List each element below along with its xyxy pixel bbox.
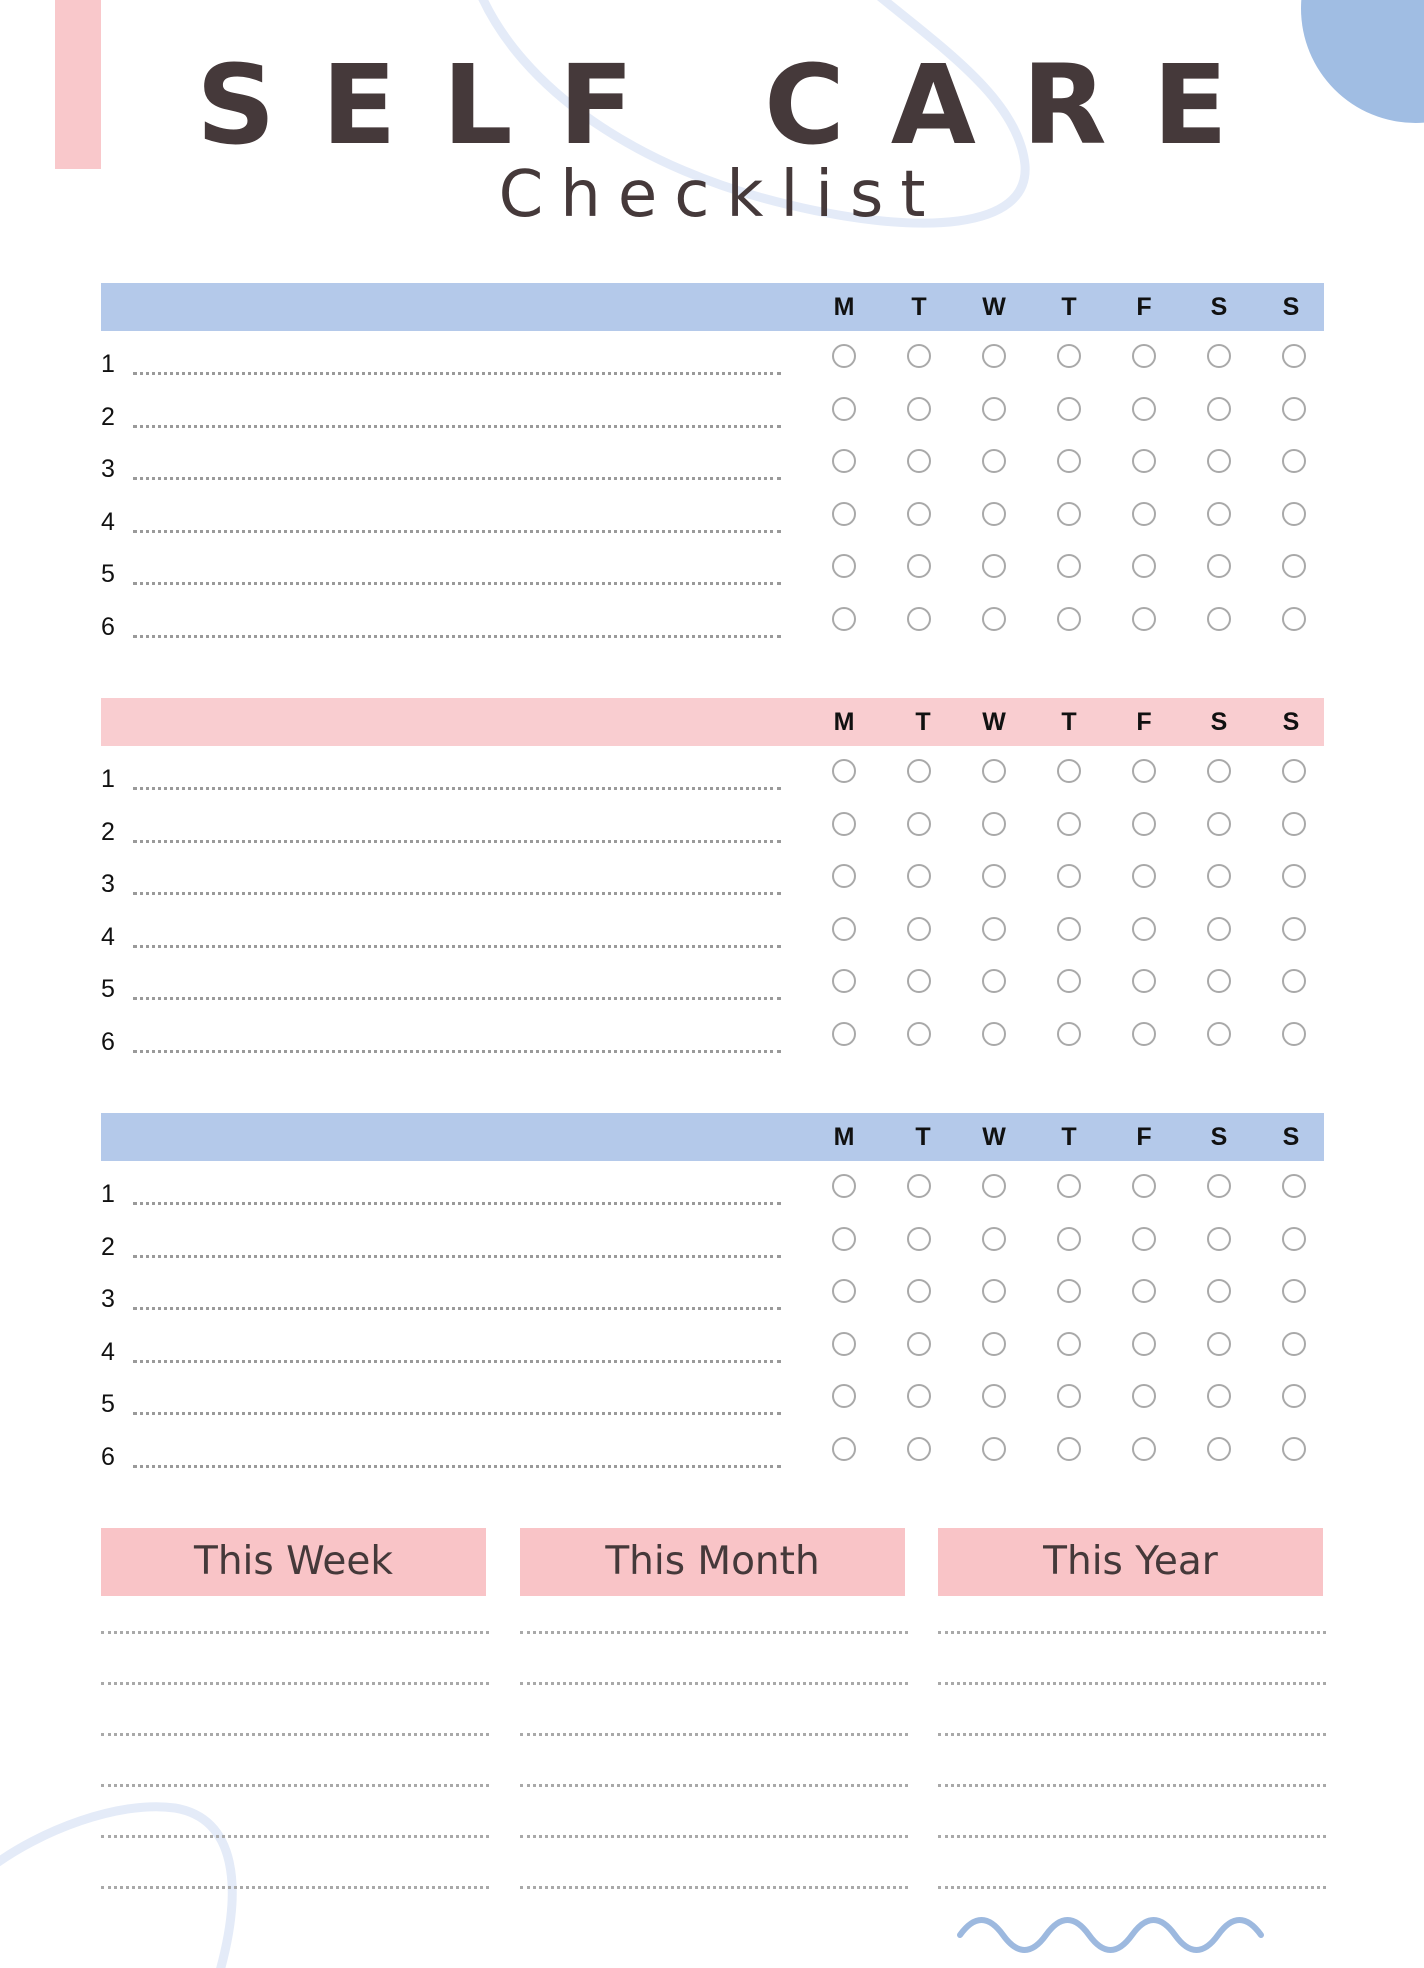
day-header-saturday: S bbox=[1210, 708, 1228, 736]
day-checkbox-friday[interactable] bbox=[1132, 1384, 1156, 1408]
note-line[interactable] bbox=[101, 1682, 489, 1685]
note-line[interactable] bbox=[520, 1733, 908, 1736]
day-checkbox-wednesday[interactable] bbox=[982, 554, 1006, 578]
habit-row bbox=[101, 851, 1324, 904]
day-checkbox-wednesday[interactable] bbox=[982, 344, 1006, 368]
day-checkbox-sunday[interactable] bbox=[1282, 554, 1306, 578]
day-checkbox-thursday[interactable] bbox=[1057, 344, 1081, 368]
habit-entry-line[interactable] bbox=[133, 787, 781, 790]
day-checkbox-thursday[interactable] bbox=[1057, 759, 1081, 783]
day-checkbox-thursday[interactable] bbox=[1057, 1332, 1081, 1356]
day-checkbox-sunday[interactable] bbox=[1282, 1022, 1306, 1046]
day-checkbox-saturday[interactable] bbox=[1207, 397, 1231, 421]
day-checkbox-saturday[interactable] bbox=[1207, 1279, 1231, 1303]
day-checkbox-monday[interactable] bbox=[832, 1022, 856, 1046]
day-checkbox-tuesday[interactable] bbox=[907, 397, 931, 421]
row-number: 3 bbox=[101, 1285, 115, 1314]
note-line[interactable] bbox=[520, 1682, 908, 1685]
note-line[interactable] bbox=[520, 1631, 908, 1634]
day-checkbox-sunday[interactable] bbox=[1282, 759, 1306, 783]
day-header-thursday: T bbox=[1061, 1123, 1077, 1151]
this-week-header: This Week bbox=[101, 1528, 486, 1596]
day-checkbox-sunday[interactable] bbox=[1282, 1174, 1306, 1198]
day-checkbox-friday[interactable] bbox=[1132, 812, 1156, 836]
day-checkbox-thursday[interactable] bbox=[1057, 917, 1081, 941]
row-number: 6 bbox=[101, 1442, 115, 1471]
habit-row bbox=[101, 1371, 1324, 1424]
section-header-band bbox=[101, 698, 1324, 746]
habit-row bbox=[101, 1161, 1324, 1214]
day-checkbox-wednesday[interactable] bbox=[982, 449, 1006, 473]
habit-row bbox=[101, 799, 1324, 852]
row-number: 5 bbox=[101, 560, 115, 589]
this-year-header: This Year bbox=[938, 1528, 1323, 1596]
day-header-wednesday: W bbox=[982, 708, 1006, 736]
habit-entry-line[interactable] bbox=[133, 840, 781, 843]
day-header-tuesday: T bbox=[915, 1123, 931, 1151]
day-checkbox-saturday[interactable] bbox=[1207, 607, 1231, 631]
day-checkbox-saturday[interactable] bbox=[1207, 1384, 1231, 1408]
day-checkbox-wednesday[interactable] bbox=[982, 759, 1006, 783]
day-checkbox-monday[interactable] bbox=[832, 1174, 856, 1198]
day-checkbox-monday[interactable] bbox=[832, 759, 856, 783]
day-checkbox-wednesday[interactable] bbox=[982, 917, 1006, 941]
day-checkbox-sunday[interactable] bbox=[1282, 917, 1306, 941]
habit-row bbox=[101, 1319, 1324, 1372]
page-title: SELF CARE bbox=[196, 41, 1274, 169]
wave-decoration bbox=[960, 1920, 1261, 1950]
day-checkbox-wednesday[interactable] bbox=[982, 607, 1006, 631]
habit-entry-line[interactable] bbox=[133, 635, 781, 638]
page-subtitle: Checklist bbox=[498, 158, 943, 232]
day-checkbox-monday[interactable] bbox=[832, 1437, 856, 1461]
day-checkbox-wednesday[interactable] bbox=[982, 1174, 1006, 1198]
habit-entry-line[interactable] bbox=[133, 997, 781, 1000]
section-header-band bbox=[101, 1113, 1324, 1161]
note-line[interactable] bbox=[101, 1784, 489, 1787]
day-checkbox-saturday[interactable] bbox=[1207, 344, 1231, 368]
day-header-saturday: S bbox=[1210, 1123, 1228, 1151]
day-checkbox-wednesday[interactable] bbox=[982, 502, 1006, 526]
day-checkbox-thursday[interactable] bbox=[1057, 607, 1081, 631]
day-checkbox-wednesday[interactable] bbox=[982, 1227, 1006, 1251]
day-checkbox-friday[interactable] bbox=[1132, 1227, 1156, 1251]
day-checkbox-tuesday[interactable] bbox=[907, 864, 931, 888]
habit-entry-line[interactable] bbox=[133, 582, 781, 585]
habit-entry-line[interactable] bbox=[133, 892, 781, 895]
habit-row bbox=[101, 384, 1324, 437]
habit-rows bbox=[101, 746, 1324, 1062]
day-checkbox-monday[interactable] bbox=[832, 1227, 856, 1251]
day-checkbox-monday[interactable] bbox=[832, 554, 856, 578]
habit-row bbox=[101, 1214, 1324, 1267]
day-checkbox-friday[interactable] bbox=[1132, 1022, 1156, 1046]
habit-row bbox=[101, 1009, 1324, 1062]
habit-entry-line[interactable] bbox=[133, 945, 781, 948]
note-line[interactable] bbox=[101, 1733, 489, 1736]
day-checkbox-saturday[interactable] bbox=[1207, 449, 1231, 473]
day-checkbox-tuesday[interactable] bbox=[907, 607, 931, 631]
habit-row bbox=[101, 436, 1324, 489]
day-header-saturday: S bbox=[1210, 293, 1228, 321]
day-checkbox-tuesday[interactable] bbox=[907, 1437, 931, 1461]
day-checkbox-saturday[interactable] bbox=[1207, 1332, 1231, 1356]
day-checkbox-thursday[interactable] bbox=[1057, 1227, 1081, 1251]
habit-entry-line[interactable] bbox=[133, 372, 781, 375]
day-checkbox-tuesday[interactable] bbox=[907, 759, 931, 783]
this-year-column bbox=[938, 1528, 1323, 1596]
day-checkbox-friday[interactable] bbox=[1132, 1174, 1156, 1198]
day-checkbox-friday[interactable] bbox=[1132, 759, 1156, 783]
note-line[interactable] bbox=[938, 1733, 1326, 1736]
day-checkbox-tuesday[interactable] bbox=[907, 1332, 931, 1356]
day-checkbox-friday[interactable] bbox=[1132, 1437, 1156, 1461]
row-number: 4 bbox=[101, 1337, 115, 1366]
habit-entry-line[interactable] bbox=[133, 1307, 781, 1310]
day-checkbox-tuesday[interactable] bbox=[907, 1384, 931, 1408]
day-checkbox-monday[interactable] bbox=[832, 607, 856, 631]
note-line[interactable] bbox=[938, 1631, 1326, 1634]
day-checkbox-friday[interactable] bbox=[1132, 1279, 1156, 1303]
note-line[interactable] bbox=[101, 1835, 489, 1838]
day-checkbox-monday[interactable] bbox=[832, 917, 856, 941]
day-checkbox-wednesday[interactable] bbox=[982, 812, 1006, 836]
day-checkbox-friday[interactable] bbox=[1132, 344, 1156, 368]
day-checkbox-tuesday[interactable] bbox=[907, 502, 931, 526]
day-checkbox-tuesday[interactable] bbox=[907, 1174, 931, 1198]
habit-rows bbox=[101, 1161, 1324, 1477]
day-header-sunday: S bbox=[1282, 1123, 1300, 1151]
day-checkbox-sunday[interactable] bbox=[1282, 344, 1306, 368]
row-number: 6 bbox=[101, 1027, 115, 1056]
day-header-monday: M bbox=[833, 708, 855, 736]
day-checkbox-friday[interactable] bbox=[1132, 969, 1156, 993]
day-checkbox-saturday[interactable] bbox=[1207, 1437, 1231, 1461]
day-checkbox-tuesday[interactable] bbox=[907, 1022, 931, 1046]
day-checkbox-sunday[interactable] bbox=[1282, 1279, 1306, 1303]
day-checkbox-saturday[interactable] bbox=[1207, 554, 1231, 578]
day-checkbox-sunday[interactable] bbox=[1282, 397, 1306, 421]
day-checkbox-wednesday[interactable] bbox=[982, 864, 1006, 888]
day-checkbox-sunday[interactable] bbox=[1282, 1332, 1306, 1356]
day-checkbox-tuesday[interactable] bbox=[907, 554, 931, 578]
day-checkbox-wednesday[interactable] bbox=[982, 1384, 1006, 1408]
day-checkbox-wednesday[interactable] bbox=[982, 1279, 1006, 1303]
day-checkbox-wednesday[interactable] bbox=[982, 1022, 1006, 1046]
habit-row bbox=[101, 1424, 1324, 1477]
day-header-friday: F bbox=[1136, 1123, 1152, 1151]
habit-row bbox=[101, 489, 1324, 542]
day-checkbox-friday[interactable] bbox=[1132, 397, 1156, 421]
row-number: 3 bbox=[101, 870, 115, 899]
day-checkbox-friday[interactable] bbox=[1132, 502, 1156, 526]
day-checkbox-thursday[interactable] bbox=[1057, 502, 1081, 526]
day-checkbox-monday[interactable] bbox=[832, 344, 856, 368]
habit-rows bbox=[101, 331, 1324, 647]
day-checkbox-tuesday[interactable] bbox=[907, 969, 931, 993]
note-line[interactable] bbox=[520, 1835, 908, 1838]
row-number: 2 bbox=[101, 817, 115, 846]
day-checkbox-wednesday[interactable] bbox=[982, 1332, 1006, 1356]
day-checkbox-saturday[interactable] bbox=[1207, 969, 1231, 993]
day-checkbox-saturday[interactable] bbox=[1207, 1174, 1231, 1198]
habit-row bbox=[101, 541, 1324, 594]
day-checkbox-monday[interactable] bbox=[832, 449, 856, 473]
day-checkbox-saturday[interactable] bbox=[1207, 864, 1231, 888]
day-checkbox-friday[interactable] bbox=[1132, 1332, 1156, 1356]
day-checkbox-wednesday[interactable] bbox=[982, 1437, 1006, 1461]
habit-row bbox=[101, 331, 1324, 384]
day-checkbox-friday[interactable] bbox=[1132, 864, 1156, 888]
day-checkbox-saturday[interactable] bbox=[1207, 1227, 1231, 1251]
day-header-tuesday: T bbox=[915, 708, 931, 736]
day-checkbox-thursday[interactable] bbox=[1057, 1384, 1081, 1408]
day-checkbox-friday[interactable] bbox=[1132, 607, 1156, 631]
habit-section-1 bbox=[101, 283, 1324, 647]
day-checkbox-sunday[interactable] bbox=[1282, 449, 1306, 473]
day-checkbox-sunday[interactable] bbox=[1282, 1384, 1306, 1408]
row-number: 2 bbox=[101, 402, 115, 431]
day-checkbox-tuesday[interactable] bbox=[907, 917, 931, 941]
day-checkbox-saturday[interactable] bbox=[1207, 1022, 1231, 1046]
note-line[interactable] bbox=[520, 1784, 908, 1787]
day-checkbox-monday[interactable] bbox=[832, 502, 856, 526]
day-checkbox-thursday[interactable] bbox=[1057, 449, 1081, 473]
note-line[interactable] bbox=[938, 1886, 1326, 1889]
day-checkbox-tuesday[interactable] bbox=[907, 449, 931, 473]
habit-row bbox=[101, 1266, 1324, 1319]
day-header-friday: F bbox=[1136, 708, 1152, 736]
habit-entry-line[interactable] bbox=[133, 1202, 781, 1205]
habit-entry-line[interactable] bbox=[133, 1465, 781, 1468]
day-header-monday: M bbox=[833, 1123, 855, 1151]
note-line[interactable] bbox=[938, 1682, 1326, 1685]
day-header-monday: M bbox=[833, 293, 855, 321]
habit-entry-line[interactable] bbox=[133, 1412, 781, 1415]
day-checkbox-thursday[interactable] bbox=[1057, 812, 1081, 836]
day-checkbox-thursday[interactable] bbox=[1057, 969, 1081, 993]
this-month-column bbox=[520, 1528, 905, 1596]
day-checkbox-sunday[interactable] bbox=[1282, 969, 1306, 993]
day-checkbox-sunday[interactable] bbox=[1282, 812, 1306, 836]
note-line[interactable] bbox=[101, 1631, 489, 1634]
habit-entry-line[interactable] bbox=[133, 530, 781, 533]
day-checkbox-friday[interactable] bbox=[1132, 917, 1156, 941]
note-line[interactable] bbox=[938, 1835, 1326, 1838]
row-number: 4 bbox=[101, 922, 115, 951]
habit-section-2 bbox=[101, 698, 1324, 1062]
row-number: 6 bbox=[101, 612, 115, 641]
day-header-friday: F bbox=[1136, 293, 1152, 321]
row-number: 4 bbox=[101, 507, 115, 536]
day-checkbox-tuesday[interactable] bbox=[907, 812, 931, 836]
day-header-thursday: T bbox=[1061, 708, 1077, 736]
day-checkbox-wednesday[interactable] bbox=[982, 969, 1006, 993]
day-header-thursday: T bbox=[1061, 293, 1077, 321]
day-header-sunday: S bbox=[1282, 708, 1300, 736]
day-checkbox-friday[interactable] bbox=[1132, 449, 1156, 473]
day-checkbox-monday[interactable] bbox=[832, 969, 856, 993]
day-checkbox-sunday[interactable] bbox=[1282, 607, 1306, 631]
habit-entry-line[interactable] bbox=[133, 477, 781, 480]
day-checkbox-thursday[interactable] bbox=[1057, 1437, 1081, 1461]
this-month-header: This Month bbox=[520, 1528, 905, 1596]
this-week-column bbox=[101, 1528, 486, 1596]
day-checkbox-thursday[interactable] bbox=[1057, 1022, 1081, 1046]
day-checkbox-tuesday[interactable] bbox=[907, 1227, 931, 1251]
day-checkbox-sunday[interactable] bbox=[1282, 864, 1306, 888]
day-checkbox-sunday[interactable] bbox=[1282, 502, 1306, 526]
note-line[interactable] bbox=[938, 1784, 1326, 1787]
habit-entry-line[interactable] bbox=[133, 1255, 781, 1258]
habit-entry-line[interactable] bbox=[133, 1360, 781, 1363]
day-checkbox-tuesday[interactable] bbox=[907, 1279, 931, 1303]
day-checkbox-monday[interactable] bbox=[832, 1384, 856, 1408]
row-number: 1 bbox=[101, 1180, 115, 1208]
day-checkbox-saturday[interactable] bbox=[1207, 502, 1231, 526]
row-number: 5 bbox=[101, 975, 115, 1004]
row-number: 2 bbox=[101, 1232, 115, 1261]
day-checkbox-thursday[interactable] bbox=[1057, 1279, 1081, 1303]
habit-row bbox=[101, 956, 1324, 1009]
row-number: 1 bbox=[101, 765, 115, 793]
habit-row bbox=[101, 594, 1324, 647]
note-line[interactable] bbox=[520, 1886, 908, 1889]
day-header-tuesday: T bbox=[911, 293, 927, 321]
row-number: 1 bbox=[101, 350, 115, 378]
day-checkbox-sunday[interactable] bbox=[1282, 1437, 1306, 1461]
habit-entry-line[interactable] bbox=[133, 425, 781, 428]
habit-entry-line[interactable] bbox=[133, 1050, 781, 1053]
habit-row bbox=[101, 904, 1324, 957]
day-checkbox-saturday[interactable] bbox=[1207, 759, 1231, 783]
day-checkbox-friday[interactable] bbox=[1132, 554, 1156, 578]
day-checkbox-thursday[interactable] bbox=[1057, 554, 1081, 578]
day-header-wednesday: W bbox=[982, 1123, 1006, 1151]
day-checkbox-tuesday[interactable] bbox=[907, 344, 931, 368]
section-header-band bbox=[101, 283, 1324, 331]
habit-section-3 bbox=[101, 1113, 1324, 1477]
day-checkbox-monday[interactable] bbox=[832, 812, 856, 836]
day-header-sunday: S bbox=[1282, 293, 1300, 321]
day-checkbox-monday[interactable] bbox=[832, 397, 856, 421]
habit-row bbox=[101, 746, 1324, 799]
day-checkbox-thursday[interactable] bbox=[1057, 864, 1081, 888]
day-checkbox-thursday[interactable] bbox=[1057, 1174, 1081, 1198]
day-checkbox-sunday[interactable] bbox=[1282, 1227, 1306, 1251]
day-checkbox-monday[interactable] bbox=[832, 1279, 856, 1303]
day-header-wednesday: W bbox=[982, 293, 1006, 321]
day-checkbox-saturday[interactable] bbox=[1207, 917, 1231, 941]
row-number: 3 bbox=[101, 455, 115, 484]
note-line[interactable] bbox=[101, 1886, 489, 1889]
day-checkbox-wednesday[interactable] bbox=[982, 397, 1006, 421]
row-number: 5 bbox=[101, 1390, 115, 1419]
day-checkbox-monday[interactable] bbox=[832, 1332, 856, 1356]
day-checkbox-saturday[interactable] bbox=[1207, 812, 1231, 836]
day-checkbox-monday[interactable] bbox=[832, 864, 856, 888]
day-checkbox-thursday[interactable] bbox=[1057, 397, 1081, 421]
